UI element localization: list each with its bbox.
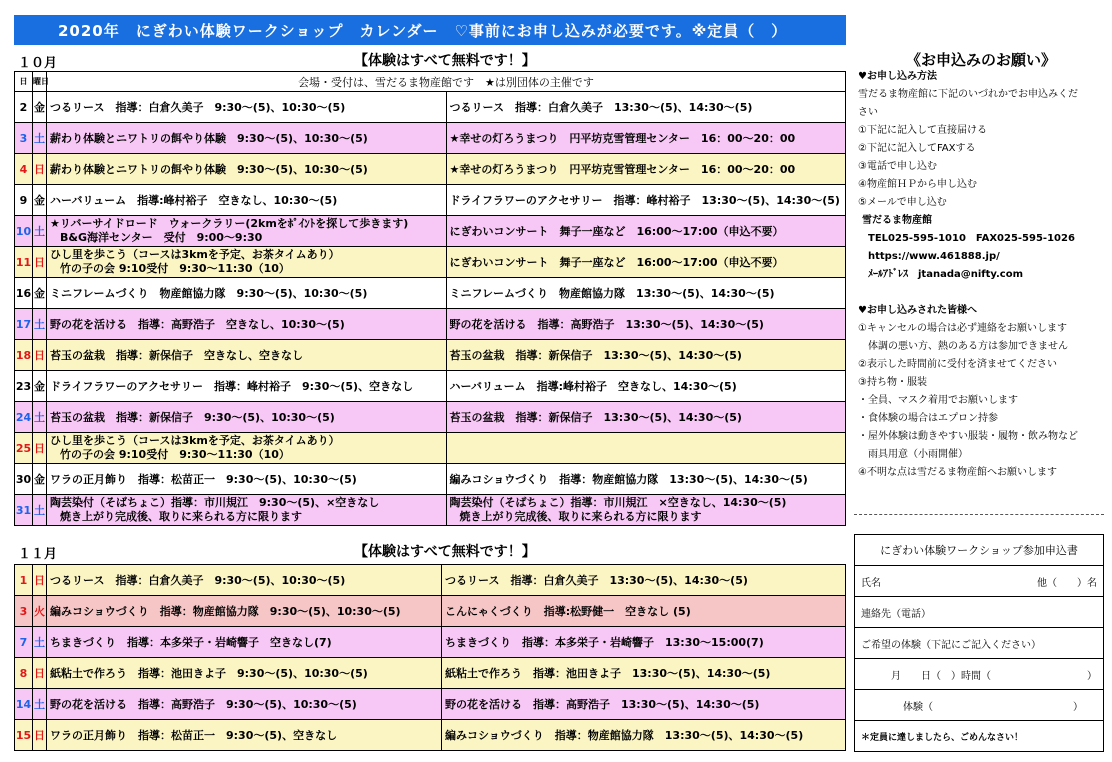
afternoon-session — [446, 247, 846, 278]
weekday-text: 日 — [34, 442, 45, 455]
day-number — [15, 92, 33, 123]
afternoon-session — [442, 565, 846, 596]
day-number — [15, 247, 33, 278]
day-number — [15, 495, 33, 526]
day-number-text: 3 — [19, 604, 28, 618]
day-number-text: 9 — [19, 193, 28, 207]
cut-line — [854, 514, 1104, 515]
session-text: ちまきづくり 指導：本多栄子・岩崎響子 13:30〜15:00(7) — [445, 636, 764, 649]
day-number-text: 18 — [15, 348, 32, 362]
apply-method-item: さい — [858, 107, 878, 118]
weekday-text: 日 — [34, 574, 45, 587]
notice-item: ・全員、マスク着用でお願いします — [858, 395, 1018, 406]
session-text: 薪わり体験とニワトリの餌やり体験 9:30〜(5)、10:30〜(5) — [50, 163, 368, 176]
session-text: 野の花を活ける 指導：高野浩子 空きなし、10:30〜(5) — [50, 318, 345, 331]
day-number-text: 24 — [15, 410, 32, 424]
session-text: ドライフラワーのアクセサリー 指導：峰村裕子 9:30〜(5)、空きなし — [50, 380, 414, 393]
morning-session — [47, 92, 447, 123]
weekday — [33, 433, 47, 464]
afternoon-session — [446, 464, 846, 495]
day-number — [15, 154, 33, 185]
calendar-row — [15, 402, 846, 433]
weekday — [33, 278, 47, 309]
afternoon-session — [442, 720, 846, 751]
session-text: にぎわいコンサート 舞子一座など 16:00〜17:00（申込不要） — [449, 225, 784, 238]
session-text: つるリース 指導：白倉久美子 13:30〜(5)、14:30〜(5) — [445, 574, 748, 587]
weekday-text: 土 — [34, 318, 45, 331]
day-number — [15, 278, 33, 309]
session-text: 野の花を活ける 指導：高野浩子 9:30〜(5)、10:30〜(5) — [50, 698, 357, 711]
contact-line: TEL025-595-1010 FAX025-595-1026 — [858, 233, 1075, 244]
session-text: 苔玉の盆栽 指導：新保信子 13:30〜(5)、14:30〜(5) — [449, 349, 742, 362]
day-number-text: 15 — [15, 728, 32, 742]
morning-session — [47, 720, 442, 751]
free-notice: 【体験はすべて無料です！】 — [354, 53, 536, 69]
october-header — [14, 49, 846, 71]
application-form — [854, 534, 1104, 752]
morning-session — [47, 340, 447, 371]
month-label: １０月 — [18, 56, 58, 71]
apply-method-item: ⑤メールで申し込む — [858, 197, 947, 208]
day-number — [15, 689, 33, 720]
afternoon-session — [446, 154, 846, 185]
november-calendar — [14, 564, 846, 751]
calendar-row — [15, 185, 846, 216]
day-number-text: 1 — [19, 573, 28, 587]
weekday — [33, 216, 47, 247]
month-label: １１月 — [18, 547, 58, 562]
day-number-text: 8 — [19, 666, 28, 680]
calendar-row — [15, 371, 846, 402]
session-text: ミニフレームづくり 物産館協力隊 9:30〜(5)、10:30〜(5) — [50, 287, 368, 300]
day-number — [15, 627, 33, 658]
afternoon-session — [442, 627, 846, 658]
calendar-row — [15, 596, 846, 627]
weekday-text: 金 — [34, 287, 45, 300]
session-text: こんにゃくづくり 指導:松野健一 空きなし (5) — [445, 605, 691, 618]
calendar-row — [15, 495, 846, 526]
session-text: ドライフラワーのアクセサリー 指導：峰村裕子 13:30〜(5)、14:30〜(5) — [449, 194, 840, 207]
calendar-row — [15, 565, 846, 596]
afternoon-session — [446, 495, 846, 526]
session-text: 紙粘土で作ろう 指導：池田きよ子 9:30〜(5)、10:30〜(5) — [50, 667, 368, 680]
contact-line: https://www.461888.jp/ — [858, 251, 1000, 262]
apply-method-item: ④物産館ＨＰから申し込む — [858, 179, 977, 190]
weekday — [33, 464, 47, 495]
afternoon-session — [446, 278, 846, 309]
contact-line: ﾒｰﾙｱﾄﾞﾚｽ jtanada@nifty.com — [858, 269, 1024, 280]
weekday — [33, 402, 47, 433]
afternoon-session — [442, 658, 846, 689]
notice-item: ・食体験の場合はエプロン持参 — [858, 413, 998, 424]
wish-label: ご希望の体験（下記にご記入ください） — [861, 639, 1041, 651]
apply-method-item: ③電話で申し込む — [858, 161, 937, 172]
day-number — [15, 402, 33, 433]
day-number — [15, 340, 33, 371]
calendar-row — [15, 658, 846, 689]
afternoon-session — [446, 309, 846, 340]
contact-field[interactable] — [855, 597, 1104, 628]
wish-label-cell — [855, 628, 1104, 659]
weekday — [33, 565, 47, 596]
morning-session — [47, 278, 447, 309]
apply-method-list — [858, 86, 1078, 212]
day-number-text: 4 — [19, 162, 28, 176]
notice-item: ①キャンセルの場合は必ず連絡をお願いします — [858, 323, 1067, 334]
calendar-row — [15, 92, 846, 123]
form-title: にぎわい体験ワークショップ参加申込書 — [855, 535, 1104, 566]
session-text: 焼き上がり完成後、取りに来られる方に限ります — [60, 510, 302, 523]
session-text: ワラの正月飾り 指導：松苗正一 9:30〜(5)、10:30〜(5) — [50, 473, 357, 486]
day-number-text: 7 — [19, 635, 28, 649]
weekday — [33, 720, 47, 751]
day-number-text: 23 — [15, 379, 32, 393]
session-text: 苔玉の盆栽 指導：新保信子 13:30〜(5)、14:30〜(5) — [449, 411, 742, 424]
afternoon-session — [446, 185, 846, 216]
weekday-text: 土 — [34, 698, 45, 711]
date-label: 月 日（ ）時間（ — [891, 670, 991, 682]
apply-method-item: ②下記に記入してFAXする — [858, 143, 976, 154]
day-number — [15, 309, 33, 340]
weekday — [33, 495, 47, 526]
session-text: 薪わり体験とニワトリの餌やり体験 9:30〜(5)、10:30〜(5) — [50, 132, 368, 145]
weekday — [33, 689, 47, 720]
application-guide — [858, 68, 1078, 482]
notice-item: 体調の悪い方、熱のある方は参加できません — [858, 341, 1068, 352]
day-number-text: 16 — [15, 286, 32, 300]
weekday-text: 金 — [34, 194, 45, 207]
session-text: ★幸せの灯ろうまつり 円平坊克雪管理センター 16：00〜20：00 — [449, 132, 796, 145]
morning-session — [47, 154, 447, 185]
afternoon-session — [442, 596, 846, 627]
session-text: 陶芸染付（そばちょこ）指導：市川規江 9:30〜(5)、×空きなし — [50, 496, 380, 509]
day-number — [15, 658, 33, 689]
calendar-row — [15, 123, 846, 154]
session-text: ★リバーサイドロード ウォークラリー(2kmをﾎﾟｲﾝﾄを探して歩きます) — [50, 217, 409, 230]
calendar-row — [15, 627, 846, 658]
calendar-row — [15, 340, 846, 371]
weekday-text: 日 — [34, 729, 45, 742]
weekday-text: 土 — [34, 504, 45, 517]
day-number-text: 3 — [19, 131, 28, 145]
calendar-row — [15, 309, 846, 340]
day-number — [15, 185, 33, 216]
weekday — [33, 340, 47, 371]
afternoon-session — [446, 371, 846, 402]
session-text: 焼き上がり完成後、取りに来られる方に限ります — [459, 510, 702, 523]
session-text: つるリース 指導：白倉久美子 13:30〜(5)、14:30〜(5) — [449, 101, 753, 114]
day-number — [15, 123, 33, 154]
morning-session — [47, 464, 447, 495]
day-number — [15, 596, 33, 627]
morning-session — [47, 371, 447, 402]
weekday — [33, 371, 47, 402]
morning-session — [47, 565, 442, 596]
name-field[interactable] — [855, 566, 1104, 597]
weekday — [33, 627, 47, 658]
session-text: 陶芸染付（そばちょこ）指導：市川規江 ×空きなし、14:30〜(5) — [449, 496, 787, 509]
calendar-row — [15, 464, 846, 495]
guide-title: 《お申込みのお願い》 — [906, 51, 1057, 69]
day-number-text: 11 — [15, 255, 32, 269]
weekday — [33, 123, 47, 154]
weekday-text: 金 — [34, 380, 45, 393]
day-number-text: 2 — [19, 100, 28, 114]
calendar-row — [15, 216, 846, 247]
notice-item: ・屋外体験は動きやすい服装・履物・飲み物など — [858, 431, 1078, 442]
weekday-text: 土 — [34, 132, 45, 145]
calendar-row — [15, 154, 846, 185]
weekday — [33, 309, 47, 340]
weekday-text: 土 — [34, 225, 45, 238]
session-text: ミニフレームづくり 物産館協力隊 13:30〜(5)、14:30〜(5) — [449, 287, 775, 300]
companions-label: 他（ ）名 — [1037, 577, 1097, 589]
notice-item: ④不明な点は雪だるま物産館へお願いします — [858, 467, 1057, 478]
morning-session — [47, 123, 447, 154]
morning-session — [47, 247, 447, 278]
free-notice: 【体験はすべて無料です！】 — [354, 544, 536, 560]
weekday-text: 日 — [34, 163, 45, 176]
day-number — [15, 565, 33, 596]
session-text: ひし里を歩こう（コースは3kmを予定、お茶タイムあり） — [50, 248, 340, 261]
date-field[interactable] — [855, 659, 1104, 690]
afternoon-session — [442, 689, 846, 720]
weekday — [33, 658, 47, 689]
notice-heading: ♥お申し込みされた皆様へ — [858, 305, 977, 316]
day-number-text: 31 — [15, 503, 32, 517]
calendar-row — [15, 433, 846, 464]
experience-close: ） — [1073, 701, 1083, 713]
day-number — [15, 433, 33, 464]
weekday — [33, 247, 47, 278]
session-text: ★幸せの灯ろうまつり 円平坊克雪管理センター 16：00〜20：00 — [449, 163, 796, 176]
session-text: 竹の子の会 9:10受付 9:30〜11:30（10） — [60, 262, 290, 275]
notice-item: ③持ち物・服装 — [858, 377, 927, 388]
weekday-text: 金 — [34, 101, 45, 114]
weekday — [33, 596, 47, 627]
capacity-note: ＊定員に達しましたら、ごめんなさい！ — [855, 721, 1104, 752]
session-text: ちまきづくり 指導：本多栄子・岩崎響子 空きなし(7) — [50, 636, 332, 649]
day-number-text: 10 — [15, 224, 32, 238]
contact-line: 雪だるま物産館 — [862, 215, 932, 226]
afternoon-session — [446, 340, 846, 371]
weekday-text: 日 — [34, 256, 45, 269]
date-close: ） — [1087, 670, 1097, 682]
weekday-text: 土 — [34, 411, 45, 424]
day-number — [15, 216, 33, 247]
calendar-header-row — [15, 72, 846, 92]
session-text: つるリース 指導：白倉久美子 9:30〜(5)、10:30〜(5) — [50, 574, 346, 587]
afternoon-session — [446, 402, 846, 433]
day-number — [15, 464, 33, 495]
weekday — [33, 92, 47, 123]
session-text: 編みコショウづくり 指導：物産館協力隊 13:30〜(5)、14:30〜(5) — [445, 729, 804, 742]
weekday-text: 土 — [34, 636, 45, 649]
calendar-row — [15, 278, 846, 309]
weekday-column-header: 曜日 — [33, 72, 47, 92]
afternoon-session — [446, 216, 846, 247]
day-number-text: 30 — [15, 472, 32, 486]
calendar-row — [15, 689, 846, 720]
experience-label: 体験（ — [903, 701, 933, 713]
october-calendar — [14, 71, 846, 526]
session-text: ひし里を歩こう（コースは3kmを予定、お茶タイムあり） — [50, 434, 340, 447]
session-text: 紙粘土で作ろう 指導：池田きよ子 13:30〜(5)、14:30〜(5) — [445, 667, 771, 680]
day-number-text: 14 — [15, 697, 32, 711]
session-text: にぎわいコンサート 舞子一座など 16:00〜17:00（申込不要） — [449, 256, 784, 269]
afternoon-session — [446, 123, 846, 154]
morning-session — [47, 216, 447, 247]
banner-title: 2020年 にぎわい体験ワークショップ カレンダー ♡事前にお申し込みが必要です。※定員（ ） — [14, 15, 846, 45]
session-text: ハーバリューム 指導:峰村裕子 空きなし、10:30〜(5) — [50, 194, 338, 207]
session-text: ワラの正月飾り 指導：松苗正一 9:30〜(5)、空きなし — [50, 729, 338, 742]
november-header — [14, 540, 846, 562]
weekday — [33, 185, 47, 216]
calendar-row — [15, 720, 846, 751]
session-text: 苔玉の盆栽 指導：新保信子 9:30〜(5)、10:30〜(5) — [50, 411, 335, 424]
session-text: 竹の子の会 9:10受付 9:30〜11:30（10） — [60, 448, 290, 461]
session-text: B&G海洋センター 受付 9:00〜9:30 — [60, 231, 263, 244]
weekday — [33, 154, 47, 185]
morning-session — [47, 309, 447, 340]
calendar-row — [15, 247, 846, 278]
day-number-text: 17 — [15, 317, 32, 331]
weekday-text: 日 — [34, 349, 45, 362]
morning-session — [47, 658, 442, 689]
apply-method-heading: ♥お申し込み方法 — [858, 71, 937, 82]
notice-item: ②表示した時間前に受付を済ませてください — [858, 359, 1057, 370]
session-text: 苔玉の盆栽 指導：新保信子 空きなし、空きなし — [50, 349, 303, 362]
session-text: ハーバリューム 指導:峰村裕子 空きなし、14:30〜(5) — [449, 380, 737, 393]
contact-info — [858, 212, 1078, 284]
morning-session — [47, 185, 447, 216]
session-text: 編みコショウづくり 指導：物産館協力隊 9:30〜(5)、10:30〜(5) — [50, 605, 401, 618]
weekday-text: 金 — [34, 473, 45, 486]
session-text: 野の花を活ける 指導：高野浩子 13:30〜(5)、14:30〜(5) — [449, 318, 764, 331]
morning-session — [47, 495, 447, 526]
notice-item: 雨具用意（小雨開催） — [858, 449, 968, 460]
venue-info: 会場・受付は、雪だるま物産館です ★は別団体の主催です — [47, 72, 846, 92]
session-text: 編みコショウづくり 指導：物産館協力隊 13:30〜(5)、14:30〜(5) — [449, 473, 808, 486]
session-text: つるリース 指導：白倉久美子 9:30〜(5)、10:30〜(5) — [50, 101, 346, 114]
apply-method-item: ①下記に記入して直接届ける — [858, 125, 987, 136]
notice-list — [858, 320, 1078, 482]
day-column-header: 日 — [15, 72, 33, 92]
morning-session — [47, 433, 447, 464]
weekday-text: 火 — [34, 605, 45, 618]
apply-method-item: 雪だるま物産館に下記のいづれかでお申込みくだ — [858, 89, 1078, 100]
weekday-text: 日 — [34, 667, 45, 680]
afternoon-session — [446, 92, 846, 123]
day-number — [15, 371, 33, 402]
experience-field[interactable] — [855, 690, 1104, 721]
morning-session — [47, 689, 442, 720]
contact-label: 連絡先（電話） — [861, 608, 931, 620]
name-label: 氏名 — [861, 577, 881, 589]
afternoon-session — [446, 433, 846, 464]
morning-session — [47, 596, 442, 627]
day-number — [15, 720, 33, 751]
day-number-text: 25 — [15, 441, 32, 455]
morning-session — [47, 402, 447, 433]
session-text: 野の花を活ける 指導：高野浩子 13:30〜(5)、14:30〜(5) — [445, 698, 760, 711]
morning-session — [47, 627, 442, 658]
